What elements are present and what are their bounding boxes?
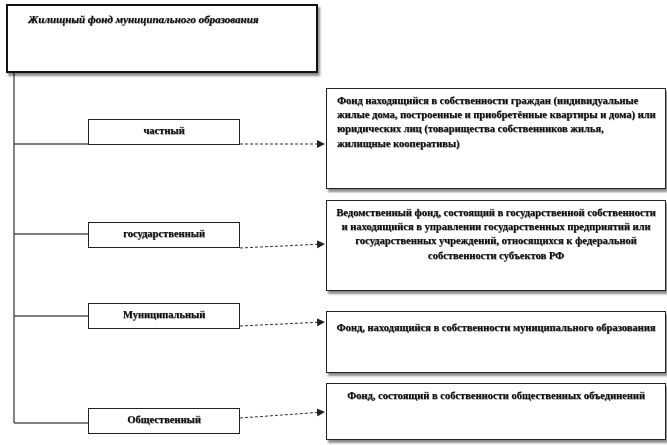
root-box-municipal-housing-fund: [6, 4, 318, 73]
arrow-public: [240, 412, 324, 418]
arrow-state: [240, 244, 324, 248]
root-label: Жилищный фонд муниципального образования: [28, 14, 259, 26]
description-box-public: [326, 383, 666, 440]
category-box-municipal: [88, 303, 240, 329]
description-box-private: [326, 88, 666, 189]
description-text-private: Фонд находящийся в собственности граждан (индивидуальные жилые дома, построенные и приобретённые квартиры и дома) или юридических лиц (товарищества собственников жилья, жилищные кооперативы): [337, 96, 656, 150]
description-text-public: Фонд, состоящий в собственности общественных объединений: [347, 391, 645, 402]
description-box-municipal: [326, 311, 666, 373]
category-label-private: частный: [143, 125, 185, 137]
description-box-state: [326, 200, 666, 291]
arrow-municipal: [240, 322, 324, 326]
category-label-municipal: Муниципальный: [122, 309, 206, 321]
category-label-state: государственный: [123, 228, 205, 240]
category-label-public: Общественный: [127, 414, 201, 426]
category-box-private: [88, 119, 240, 145]
category-box-public: [88, 408, 240, 434]
description-text-municipal: Фонд, находящийся в собственности муниципального образования: [336, 323, 656, 334]
category-box-state: [88, 222, 240, 248]
description-text-state: Ведомственный фонд, состоящий в государственной собственности и находящийся в управлении государственных предприятий или государственных учреждений, относящихся к федеральной собственности субъектов РФ: [336, 208, 656, 262]
